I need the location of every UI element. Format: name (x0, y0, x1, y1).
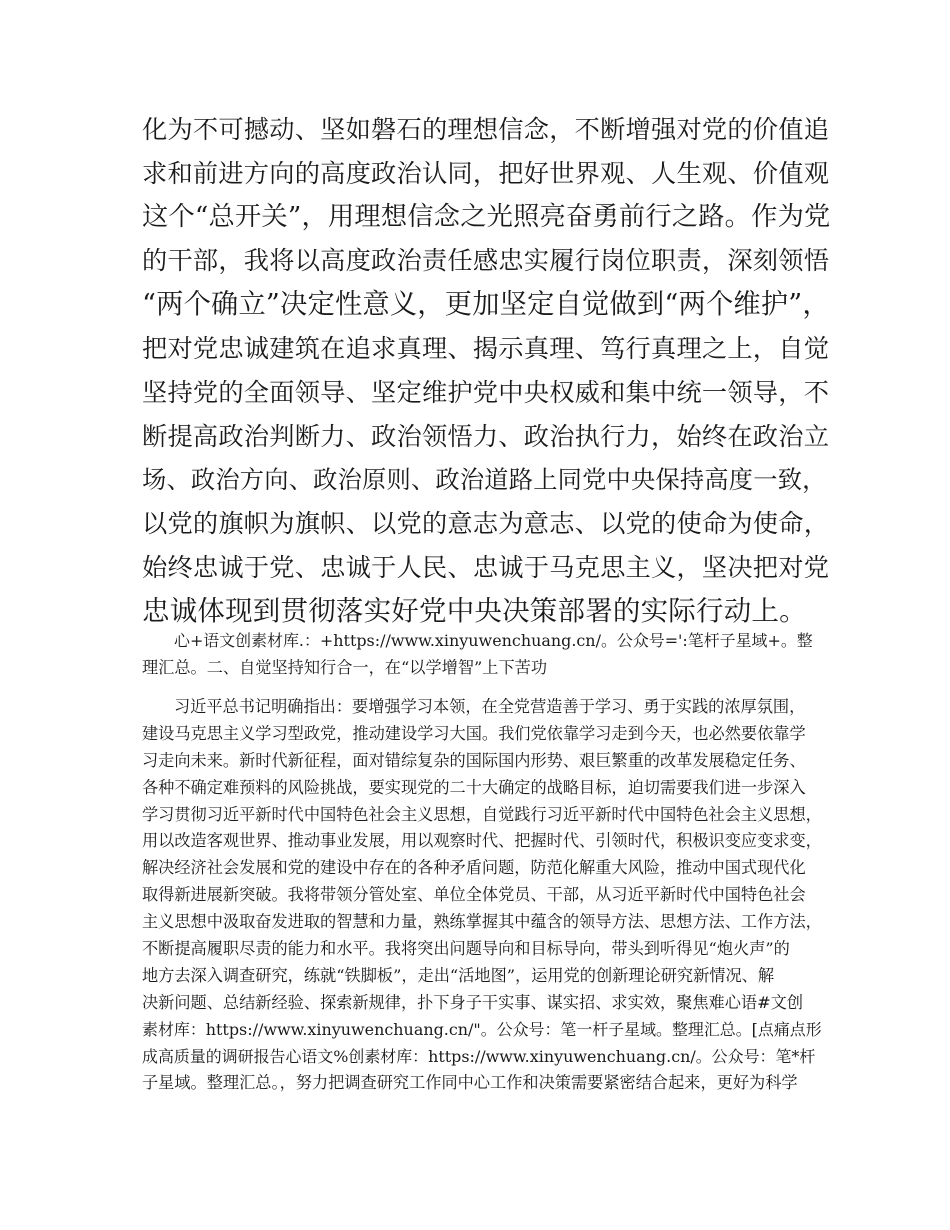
main-paragraph-line: 坚持党的全面领导、坚定维护党中央权威和集中统一领导，不 (142, 377, 830, 407)
body-paragraph-line: 学习贯彻习近平新时代中国特色社会主义思想，自觉践行习近平新时代中国特色社会主义思想， (142, 804, 822, 824)
main-paragraph-line: 这个“总开关”，用理想信念之光照亮奋勇前行之路。作为党 (142, 201, 831, 232)
section-heading (142, 628, 822, 682)
main-paragraph-line: 以党的旗帜为旗帜、以党的意志为意志、以党的使命为使命， (142, 509, 830, 539)
main-paragraph-line: 场、政治方向、政治原则、政治道路上同党中央保持高度一致， (142, 465, 827, 495)
body-paragraph-line: 各种不确定难预料的风险挑战，要实现党的二十大确定的战略目标，迫切需要我们进一步深入 (142, 777, 806, 797)
body-paragraph-line: 成高质量的调研报告心语文%创素材库：https://www.xinyuwenchuang.cn/。公众号：笔*杆 (142, 1046, 816, 1066)
body-paragraph-line: 习走向未来。新时代新征程，面对错综复杂的国际国内形势、艰巨繁重的改革发展稳定任务、 (142, 750, 806, 770)
main-paragraph-line: 把对党忠诚建筑在追求真理、揭示真理、笃行真理之上，自觉 (142, 333, 830, 363)
main-paragraph-line: 求和前进方向的高度政治认同，把好世界观、人生观、价值观 (142, 158, 830, 188)
body-paragraph-line: 地方去深入调查研究，练就“铁脚板”，走出“活地图”，运用党的创新理论研究新情况、解 (142, 965, 775, 985)
body-paragraph (142, 694, 822, 1097)
main-paragraph-line: 始终忠诚于党、忠诚于人民、忠诚于马克思主义，坚决把对党 (142, 552, 830, 582)
body-paragraph-line: 主义思想中汲取奋发进取的智慧和力量，熟练掌握其中蕴含的领导方法、思想方法、工作方法， (142, 912, 822, 932)
section-heading-line: 理汇总。二、自觉坚持知行合一，在“以学增智”上下苦功 (142, 657, 548, 677)
body-paragraph-line: 不断提高履职尽责的能力和水平。我将突出问题导向和目标导向，带头到听得见“炮火声”的 (142, 939, 790, 959)
body-paragraph-line: 解决经济社会发展和党的建设中存在的各种矛盾问题，防范化解重大风险，推动中国式现代化 (142, 858, 806, 878)
main-paragraph-line: 的干部，我将以高度政治责任感忠实履行岗位职责，深刻领悟 (142, 246, 830, 276)
main-paragraph-line: 断提高政治判断力、政治领悟力、政治执行力，始终在政治立 (142, 421, 830, 451)
main-paragraph-line: “两个确立”决定性意义，更加坚定自觉做到“两个维护”， (142, 289, 830, 321)
body-paragraph-line: 习近平总书记明确指出：要增强学习本领，在全党营造善于学习、勇于实践的浓厚氛围， (174, 697, 806, 716)
body-paragraph-line: 取得新进展新突破。我将带领分管处室、单位全体党员、干部，从习近平新时代中国特色社会 (142, 885, 806, 905)
body-paragraph-line: 素材库：https://www.xinyuwenchuang.cn/"。公众号：笔一杆子星域。整理汇总。[点痛点形 (142, 1019, 822, 1039)
section-heading-line: 心+语文创素材库.：+https://www.xinyuwenchuang.cn/。公众号=':笔杆子星域+。整 (174, 631, 813, 650)
main-paragraph-line: 化为不可撼动、坚如磐石的理想信念，不断增强对党的价值追 (142, 115, 830, 144)
body-paragraph-line: 用以改造客观世界、推动事业发展，用以观察时代、把握时代、引领时代，积极识变应变求变， (142, 831, 822, 851)
main-paragraph-line: 忠诚体现到贯彻落实好党中央决策部署的实际行动上。 (142, 594, 807, 627)
main-paragraph (142, 108, 832, 634)
body-paragraph-line: 建设马克思主义学习型政党，推动建设学习大国。我们党依靠学习走到今天，也必然要依靠学 (142, 723, 806, 743)
body-paragraph-line: 决新问题、总结新经验、探索新规律，扑下身子干实事、谋实招、求实效，聚焦难心语#文创 (142, 992, 804, 1012)
body-paragraph-line: 子星域。整理汇总。，努力把调查研究工作同中心工作和决策需要紧密结合起来，更好为科学 (142, 1073, 798, 1093)
